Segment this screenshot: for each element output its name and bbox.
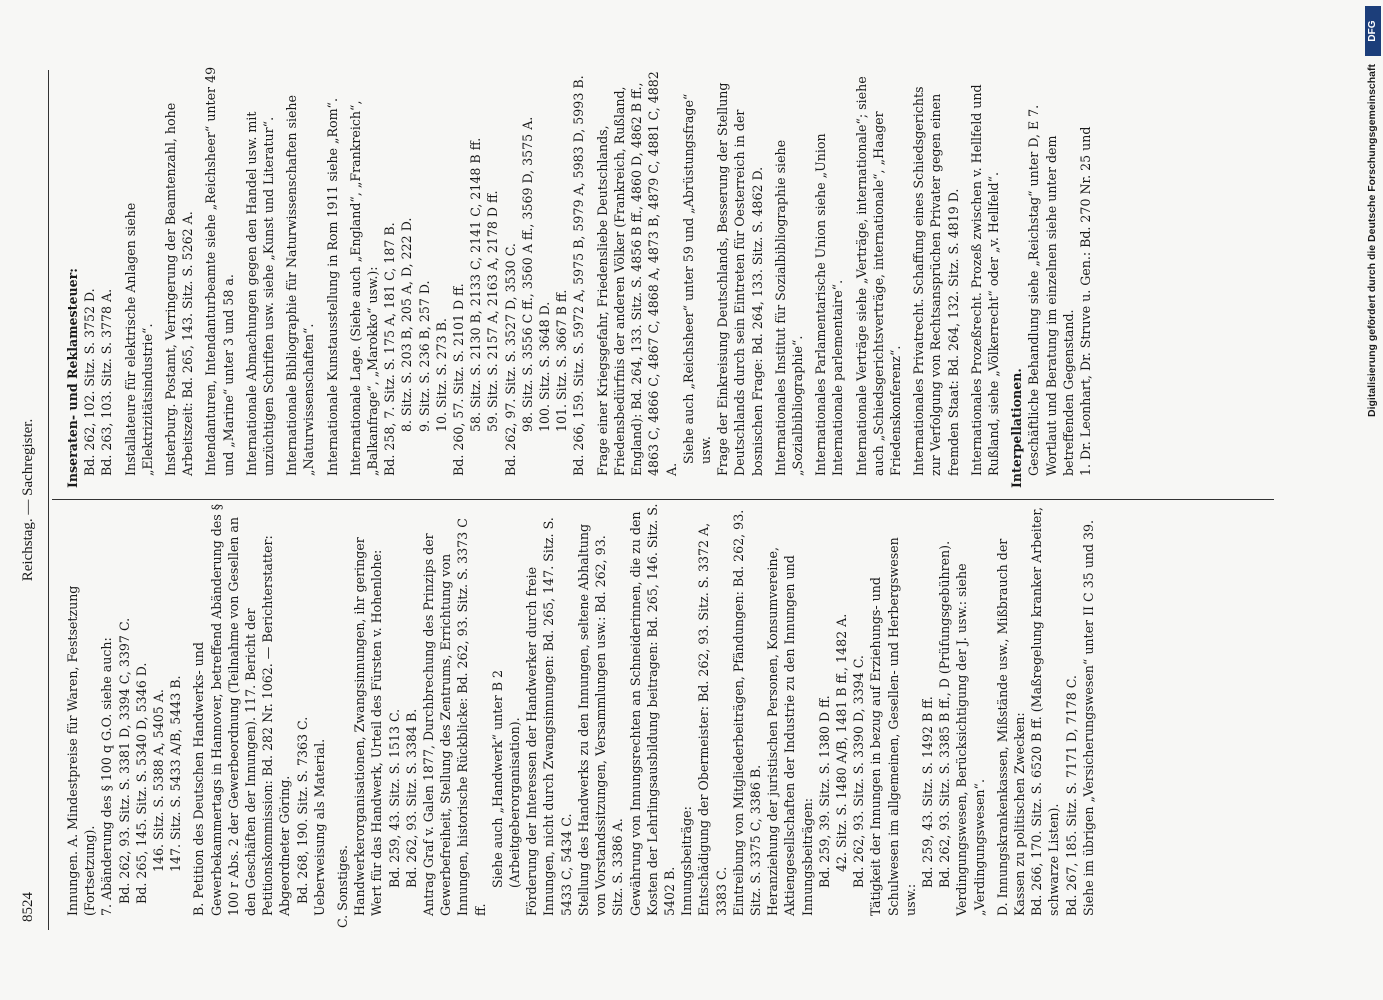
entry: C. Sonstiges. bbox=[335, 844, 351, 928]
column-divider bbox=[52, 499, 1274, 500]
entry: Bd. 262, 93. Sitz. S. 3385 B ff., D (Prüfungsgebühren). bbox=[937, 540, 953, 888]
right-column bbox=[64, 63, 1274, 488]
entry: Bd. 258, 7. Sitz. S. 175 A, 181 C, 187 B. bbox=[382, 222, 398, 476]
entry: 7. Abänderung des § 100 q G.O. siehe auch: bbox=[99, 637, 115, 916]
entry: Bd. 262, 93. Sitz. S. 3390 D, 3394 C. bbox=[851, 655, 867, 888]
entry: Internationale Abmachungen gegen den Handel usw. mit unzüchtigen Schriften usw. siehe „Kunst und Literatur“. bbox=[243, 111, 277, 476]
entry: Bd. 267, 185. Sitz. S. 7171 D, 7178 C. bbox=[1063, 675, 1079, 916]
entry: Bd. 259, 43. Sitz. S. 1492 B ff. bbox=[919, 696, 935, 888]
entry: Antrag Graf v. Galen 1877, Durchbrechung des Prinzips der Gewerbefreiheit, Stellung des Zentrums, Errichtung von Innungen, historische Rückblicke: Bd. 262, 93. Sitz. S. 3373 C ff. bbox=[421, 518, 488, 916]
header-rule bbox=[48, 70, 49, 930]
entry: Bd. 260, 57. Sitz. S. 2101 D ff. bbox=[451, 283, 467, 476]
entry: 101. Sitz. S. 3667 B ff. bbox=[554, 289, 570, 432]
entry: Bd. 265, 145. Sitz. S. 5340 D, 5346 D. bbox=[133, 662, 149, 904]
entry: Bd. 266, 159. Sitz. S. 5972 A, 5975 B, 5979 A, 5983 D, 5993 B. bbox=[571, 75, 587, 476]
entry: 8. Sitz. S. 203 B, 205 A, D, 222 D. bbox=[399, 217, 415, 432]
entry: Siehe im übrigen „Versicherungswesen“ unter II C 35 und 39. bbox=[1080, 519, 1096, 916]
entry: Installateure für elektrische Anlagen siehe „Elektrizitätsindustrie“. bbox=[122, 202, 155, 476]
entry: Geschäftliche Behandlung siehe „Reichstag“ unter D, E 7. bbox=[1026, 104, 1042, 476]
entry: Siehe auch „Reichsheer“ unter 59 und „Abrüstungsfrage“ usw. bbox=[680, 93, 713, 464]
entry: 10. Sitz. S. 273 B. bbox=[433, 318, 449, 432]
entry: Entschädigung der Obermeister: Bd. 262, 93. Sitz. S. 3372 A, 3383 C. bbox=[696, 522, 729, 916]
entry: Internationales Privatrecht. Schaffung eines Schiedsgerichts zur Verfolgung von Rechtsansprüchen Privater gegen einen fremden Staat: Bd. 264, 132. Sitz. S. 4819 D. bbox=[911, 86, 961, 476]
digitization-note: Digitalisierung gefördert durch die Deutsche Forschungsgemeinschaft bbox=[1366, 64, 1378, 417]
entry: Internationales Parlamentarische Union siehe „Union Internationale parlementaire“. bbox=[813, 133, 846, 476]
entry: 100. Sitz. S. 3648 D. bbox=[537, 301, 553, 432]
entry: 42. Sitz. S. 1480 A/B, 1481 B ff., 1482 A. bbox=[833, 613, 849, 872]
entry: Innungsbeiträge: bbox=[679, 806, 695, 916]
entry: Verdingungswesen, Berücksichtigung der J. usw.: siehe „Verdingungswesen“. bbox=[954, 563, 987, 916]
entry: D. Innungskrankenkassen, Mißstände usw., Mißbrauch der Kassen zu politischen Zwecken: bbox=[994, 538, 1027, 916]
entry: Bd. 262, 93. Sitz. S. 3381 D, 3394 C, 3397 C. bbox=[116, 617, 132, 904]
entry: Internationales Institut für Sozialbibliographie siehe „Sozialbibliographie“. bbox=[772, 139, 805, 476]
entry: Internationale Lage. (Siehe auch „England“, „Frankreich“, „Balkanfrage“, „Marokko“ usw.): bbox=[347, 100, 381, 476]
entry-heading: Inseraten- und Reklamesteuer: bbox=[65, 268, 80, 488]
entry: Förderung der Interessen der Handwerker durch freie Innungen, nicht durch Zwangsinnungen: Bd. 265, 147. Sitz. S. 5433 C, 5434 C. bbox=[524, 517, 574, 916]
entry: 147. Sitz. S. 5433 A/B, 5443 B. bbox=[168, 675, 184, 872]
entry: Bd. 262, 97. Sitz. S. 3527 D, 3530 C. bbox=[502, 243, 518, 476]
entry: 9. Sitz. S. 236 B, 257 D. bbox=[416, 280, 432, 432]
left-column bbox=[64, 503, 1274, 928]
entry-heading: Interpellationen. bbox=[1009, 368, 1025, 488]
entry: Eintreibung von Mitgliederbeiträgen, Pfändungen: Bd. 262, 93. Sitz. S. 3375 C, 3386 B. bbox=[730, 509, 763, 916]
entry: Gewährung von Innungsrechten an Schneiderinnen, die zu den Kosten der Lehrlingsausbildung beitragen: Bd. 265, 146. Sitz. S. 5402 B. bbox=[627, 503, 677, 916]
entry: Internationale Verträge siehe „Verträge, internationale“; siehe auch „Schiedsgerichtsverträge, internationale“, „Haager Friedenskonferenz“. bbox=[853, 76, 903, 476]
entry: Bd. 259, 39. Sitz. S. 1380 D ff. bbox=[816, 695, 832, 888]
entry: Bd. 262, 93. Sitz. S. 3384 B. bbox=[403, 708, 419, 888]
entry: Insterburg. Postamt, Verringerung der Beamtenzahl, hohe Arbeitszeit: Bd. 265, 143. Sitz. S. 5262 A. bbox=[163, 102, 196, 476]
entry: Handwerkerorganisationen, Zwangsinnungen, ihr geringer Wert für das Handwerk, Urteil des Fürsten v. Hohenlohe: bbox=[352, 537, 385, 916]
entry: 98. Sitz. S. 3556 C ff., 3560 A ff., 3569 D, 3575 A. bbox=[519, 116, 535, 432]
entry: Stellung des Handwerks zu den Innungen, seltene Abhaltung von Vorstandssitzungen, Versammlungen usw.: Bd. 262, 93. Sitz. S. 3386 A. bbox=[575, 523, 626, 916]
entry: Bd. 263, 103. Sitz. S. 3778 A. bbox=[99, 288, 115, 476]
entry: Frage der Einkreisung Deutschlands, Besserung der Stellung Deutschlands durch sein Eintreten für Oesterreich in der bosnischen Frage: Bd. 264, 133. Sitz. S. 4862 D. bbox=[715, 82, 765, 476]
page-title: Reichstag. — Sachregister. bbox=[20, 418, 36, 582]
entry: Bd. 259, 43. Sitz. S. 1513 C. bbox=[386, 708, 402, 888]
entry: Heranziehung der juristischen Personen, Konsumvereine, Aktiengesellschaften der Industrie zu den Innungen und Innungsbeiträgen: bbox=[765, 547, 815, 916]
entry: Tätigkeit der Innungen in bezug auf Erziehungs- und Schulwesen im allgemeinen, Gesellen- und Herbergswesen usw.: bbox=[868, 537, 918, 916]
entry: Intendanturen, Intendanturbeamte siehe „Reichsheer“ unter 49 und „Marine“ unter 3 und 58 a. bbox=[203, 66, 236, 476]
entry: Bd. 266, 170. Sitz. S. 6520 B ff. (Maßregelung kranker Arbeiter, schwarze Listen). bbox=[1029, 507, 1062, 916]
side-strip bbox=[1364, 0, 1382, 1000]
entry-text: Innungen. A. Mindestpreise für Waren, Festsetzung (Fortsetzung). bbox=[65, 585, 98, 916]
entry: 1. Dr. Leonhart, Dr. Struve u. Gen.: Bd. 270 Nr. 25 und bbox=[1077, 126, 1093, 476]
page-number: 8524 bbox=[20, 892, 36, 922]
dfg-logo: DFG bbox=[1365, 6, 1381, 56]
entry: 59. Sitz. S. 2157 A, 2163 A, 2178 D ff. bbox=[485, 190, 501, 432]
entry: B. Petition des Deutschen Handwerks- und Gewerbekammertags in Hannover, betreffend Abänderung des § 100 r Abs. 2 der Gewerbeordnung (Teilnahme von Gesellen an den Geschäften der Innungen). 117. Bericht der Petitionskommission: Bd. 282 Nr. 1062. — Berichterstatter: Abgeordneter Göring. bbox=[191, 503, 293, 916]
entry: Ueberweisung als Material. bbox=[311, 738, 327, 916]
entry: Bd. 262, 102. Sitz. S. 3752 D. bbox=[82, 288, 98, 476]
entry: Internationales Prozeßrecht. Prozeß zwischen v. Hellfeld und Rußland, siehe „Völkerrecht“ oder „v. Hellfeld“. bbox=[968, 84, 1001, 476]
entry: Siehe auch „Handwerk“ unter B 2 (Arbeitgeberorganisation). bbox=[489, 669, 523, 888]
entry: Internationale Kunstausstellung in Rom 1911 siehe „Rom“. bbox=[324, 98, 340, 476]
entry: 58. Sitz. S. 2130 B, 2133 C, 2141 C, 2148 B ff. bbox=[468, 137, 484, 432]
entry-heading bbox=[64, 503, 98, 928]
entry: Bd. 268, 190. Sitz. S. 7363 C. bbox=[294, 716, 310, 904]
entry: Internationale Bibliographie für Naturwissenschaften siehe „Naturwissenschaften“. bbox=[284, 95, 317, 476]
entry: 146. Sitz. S. 5388 A, 5405 A. bbox=[151, 689, 167, 872]
entry: Frage einer Kriegsgefahr, Friedensliebe Deutschlands, Friedensbedürfnis der anderen Völker (Frankreich, Rußland, England): Bd. 264, 133. Sitz. S. 4856 B ff., 4860 D, 4862 B ff., 4863 C, 4866 C, 4867 C, 4868 A, 4873 B, 4879 C, 4881 C, 4882 A. bbox=[594, 71, 679, 476]
entry: Wortlaut und Beratung im einzelnen siehe unter dem betreffenden Gegenstand. bbox=[1043, 135, 1076, 476]
